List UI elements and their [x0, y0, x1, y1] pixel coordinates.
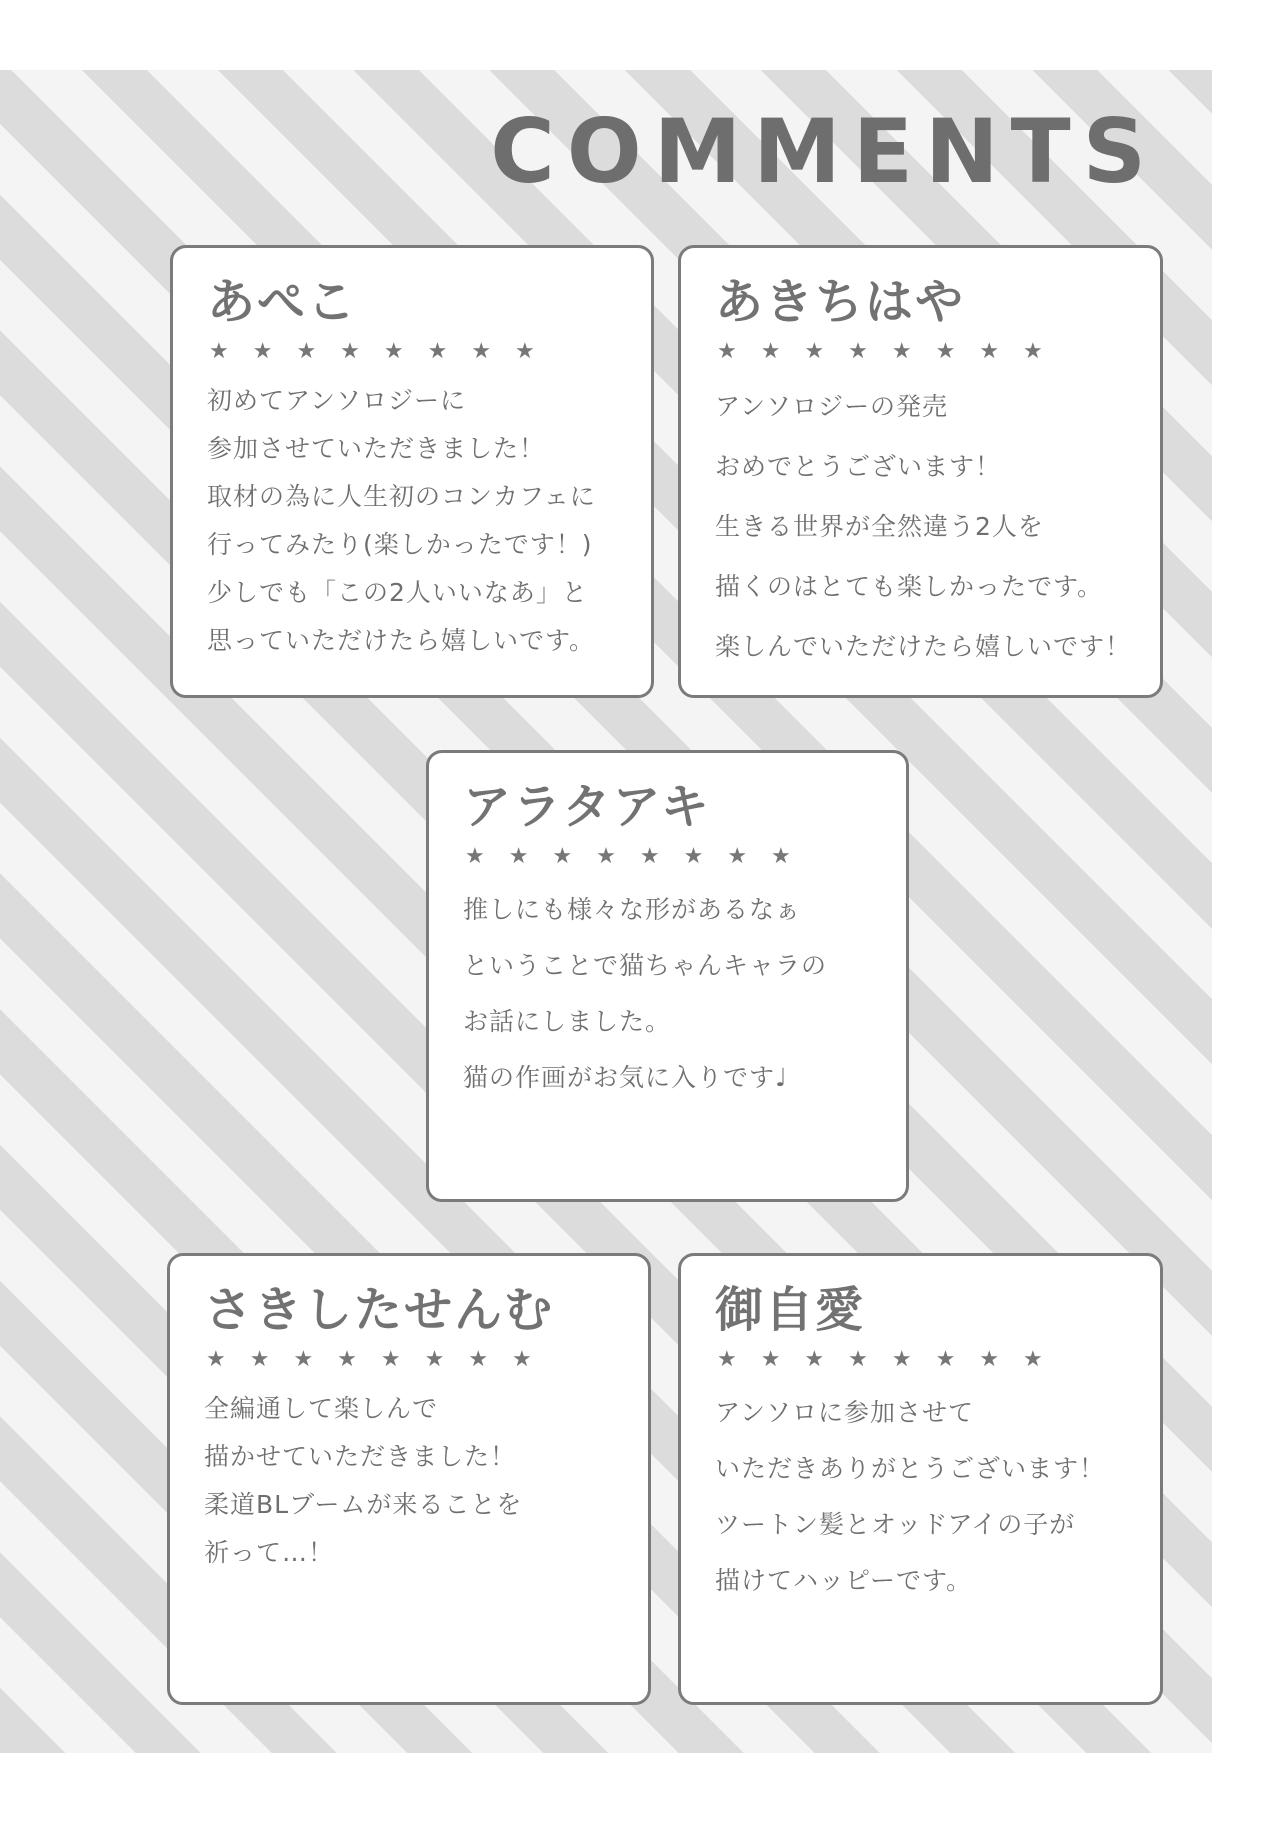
author-name: あきちはや	[715, 274, 966, 330]
comment-line: 思っていただけたら嬉しいです。	[207, 625, 596, 655]
comment-line: おめでとうございます！	[715, 451, 1002, 481]
author-name: あぺこ	[207, 274, 358, 330]
comment-card-1	[170, 245, 654, 698]
star-icon: ★★★★★★★★	[717, 1346, 1067, 1372]
star-icon: ★★★★★★★★	[206, 1346, 556, 1372]
comment-line: 全編通して楽しんで	[204, 1393, 439, 1423]
comment-line: 参加させていただきました！	[207, 433, 546, 463]
comment-line: 行ってみたり(楽しかったです！)	[207, 529, 593, 559]
comment-line: 描くのはとても楽しかったです。	[715, 571, 1104, 601]
comment-card-5	[678, 1253, 1163, 1705]
comment-line: アンソロジーの発売	[715, 391, 949, 421]
page-title: COMMENTS	[490, 100, 1158, 203]
comment-line: アンソロに参加させて	[715, 1397, 975, 1427]
comment-line: いただきありがとうございます！	[715, 1453, 1106, 1483]
comment-line: 少しでも「この2人いいなあ」と	[207, 577, 588, 607]
comment-line: ツートン髪とオッドアイの子が	[715, 1509, 1076, 1539]
comment-text	[463, 882, 876, 1106]
comment-card-2	[678, 245, 1163, 698]
comment-text	[715, 377, 1130, 677]
comment-line: お話にしました。	[463, 1006, 672, 1036]
comment-line: 祈って…！	[204, 1537, 335, 1567]
comment-line: 初めてアンソロジーに	[207, 385, 467, 415]
comment-line: 取材の為に人生初のコンカフェに	[207, 481, 596, 511]
comment-card-3	[426, 750, 909, 1202]
comment-line: 描かせていただきました！	[204, 1441, 517, 1471]
comment-line: 楽しんでいただけたら嬉しいです！	[715, 631, 1132, 661]
comment-line: 描けてハッピーです。	[715, 1565, 973, 1595]
comment-line: 推しにも様々な形があるなぁ	[463, 894, 802, 924]
author-name: アラタアキ	[463, 779, 711, 835]
comment-line: 猫の作画がお気に入りです♩	[463, 1062, 788, 1092]
comment-text	[207, 377, 621, 665]
comment-line: 生きる世界が全然違う2人を	[715, 511, 1044, 541]
comment-line: 柔道BLブームが来ることを	[204, 1489, 523, 1519]
author-name: 御自愛	[715, 1282, 866, 1338]
star-icon: ★★★★★★★★	[717, 338, 1067, 364]
star-icon: ★★★★★★★★	[209, 338, 559, 364]
star-icon: ★★★★★★★★	[465, 843, 815, 869]
comment-text	[204, 1385, 618, 1577]
comment-card-4	[167, 1253, 651, 1705]
comment-text	[715, 1385, 1130, 1609]
author-name: さきしたせんむ	[204, 1282, 555, 1338]
comment-line: ということで猫ちゃんキャラの	[463, 950, 828, 980]
